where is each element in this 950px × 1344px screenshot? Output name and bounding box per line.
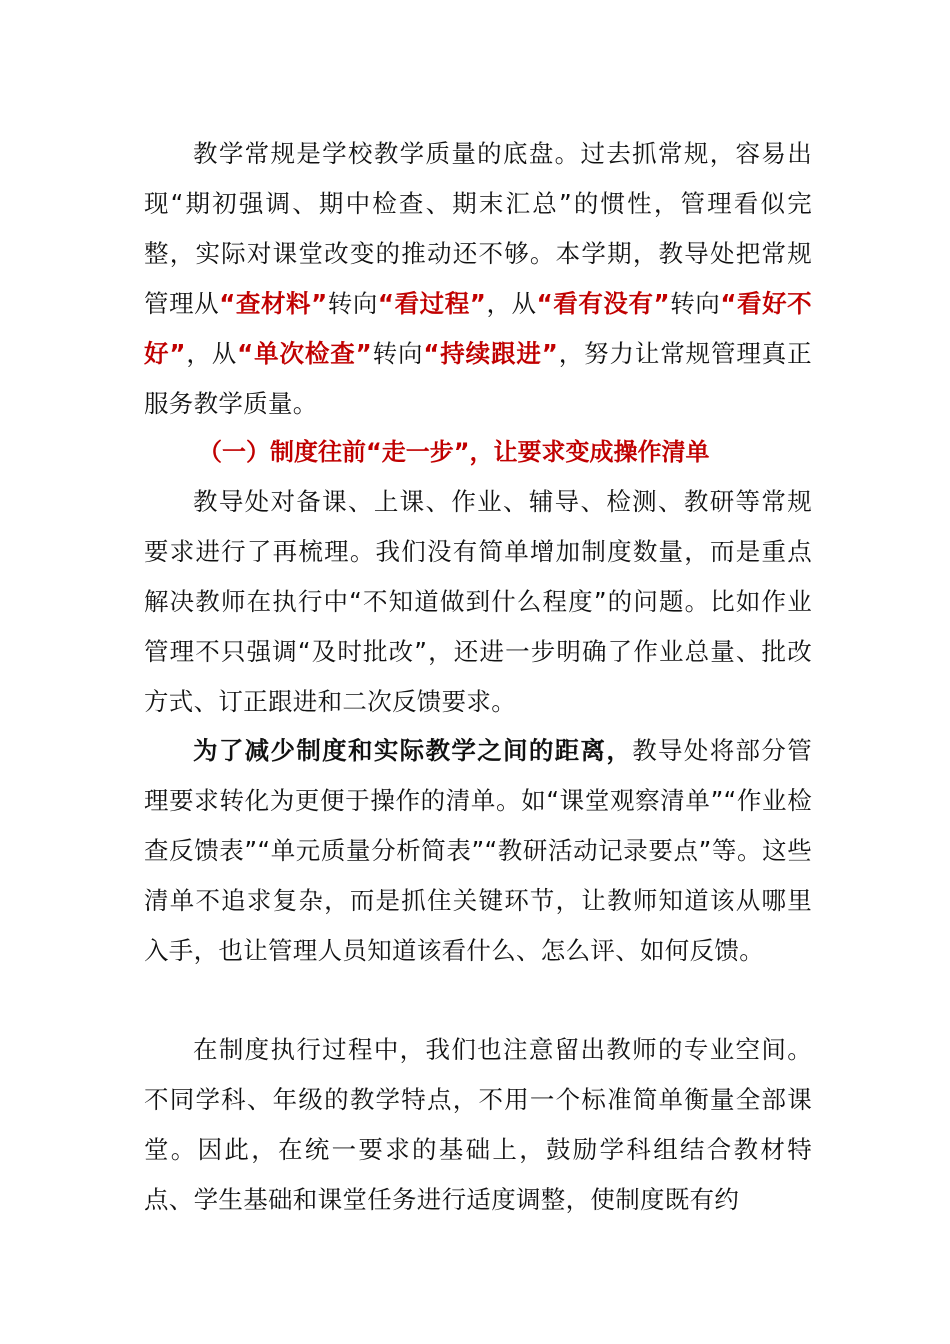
highlight-check-materials: “查材料”: [219, 289, 328, 318]
paragraph-professional-space: 在制度执行过程中，我们也注意留出教师的专业空间。不同学科、年级的教学特点，不用一个标准简单衡量全部课堂。因此，在统一要求的基础上，鼓励学科组结合教材特点、学生基础和课堂任务进行适度调整，使制度既有约: [144, 1035, 812, 1214]
section-heading: （一）制度往前“走一步”，让要求变成操作清单: [198, 438, 710, 466]
paragraph-intro: [144, 129, 812, 429]
checklists-lead-bold: 为了减少制度和实际教学之间的距离，: [193, 736, 633, 765]
highlight-see-quality: “看好不好”: [144, 289, 812, 368]
highlight-see-whether: “看有没有”: [536, 289, 670, 318]
intro-text-6: 转向: [372, 339, 424, 368]
highlight-continuous-follow: “持续跟进”: [423, 339, 559, 368]
intro-text-3: ，从: [486, 289, 537, 318]
intro-text-4: 转向: [669, 289, 721, 318]
intro-text-1: 教学常规是学校教学质量的底盘。过去抓常规，容易出现“期初强调、期中检查、期末汇总”的惯性，管理看似完整，实际对课堂改变的推动还不够。本学期，教导处把常规管理从: [144, 139, 812, 318]
intro-text-2: 转向: [327, 289, 378, 318]
intro-text-7: ，努力让常规管理真正服务教学质量。: [144, 339, 812, 418]
checklists-body: 教导处将部分管理要求转化为更便于操作的清单。如“课堂观察清单”“作业检查反馈表”“单元质量分析简表”“教研活动记录要点”等。这些清单不追求复杂，而是抓住关键环节，让教师知道该从哪里入手，也让管理人员知道该看什么、怎么评、如何反馈。: [144, 736, 812, 965]
intro-text-5: ，从: [185, 339, 238, 368]
highlight-see-process: “看过程”: [377, 289, 487, 318]
highlight-single-check: “单次检查”: [237, 339, 372, 368]
paragraph-checklists: [144, 726, 812, 976]
paragraph-requirements: 教导处对备课、上课、作业、辅导、检测、教研等常规要求进行了再梳理。我们没有简单增加制度数量，而是重点解决教师在执行中“不知道做到什么程度”的问题。比如作业管理不只强调“及时批改”，还进一步明确了作业总量、批改方式、订正跟进和二次反馈要求。: [144, 487, 812, 716]
